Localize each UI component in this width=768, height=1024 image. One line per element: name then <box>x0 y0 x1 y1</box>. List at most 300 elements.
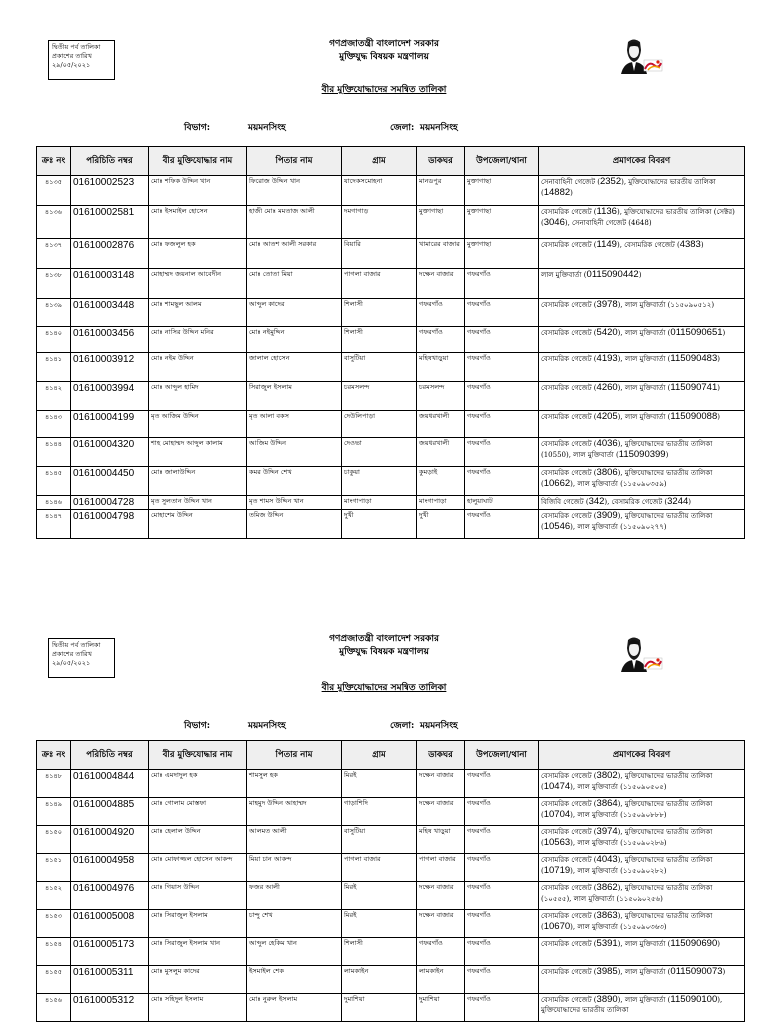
village-cell: শিলাসী <box>342 938 417 966</box>
village-cell: যাদেকসমোহনা <box>342 176 417 206</box>
proof-text: ), মুক্তিযোদ্ধাদের ভারতীয় তালিকা ( <box>541 856 713 875</box>
proof-number: 115090100 <box>670 994 718 1005</box>
father-name-cell: মোঃ তোতা মিয়া <box>247 269 342 299</box>
fighter-name-cell: মোঃ জালাউদ্দিন <box>149 467 247 496</box>
village-cell: মিরই <box>342 910 417 938</box>
proof-number: 0115090073 <box>670 966 723 977</box>
serial-cell: ৪১৫৫ <box>37 966 71 994</box>
proof-text: ) <box>570 188 573 197</box>
serial-cell: ৪১৫৪ <box>37 938 71 966</box>
division-label: বিভাগ: <box>184 123 211 133</box>
phase-label: দ্বিতীয় পর্ব তালিকা <box>52 43 101 51</box>
serial-cell: ৪১৪৮ <box>37 770 71 798</box>
proof-text: ), সেনাবাহিনী গেজেট (4648) <box>564 218 652 227</box>
district-label: জেলা: <box>390 123 415 133</box>
post-office-cell: দক্ষেন বাজার <box>417 882 465 910</box>
proof-number: 10719 <box>543 864 571 876</box>
proof-cell <box>539 854 745 882</box>
list-page-2 <box>0 598 768 1024</box>
proof-text: বেসামরিক গেজেট ( <box>541 329 597 337</box>
proof-cell <box>539 269 745 299</box>
fighter-name-cell: মোহাম্মদ জয়নাল আবেদীন <box>149 269 247 299</box>
fighter-name-cell: মৃত আজিম উদ্দিন <box>149 411 247 438</box>
father-name-cell: মৃত শামস উদ্দিন খান <box>247 496 342 510</box>
proof-cell <box>539 467 745 496</box>
proof-number: 3802 <box>596 770 618 781</box>
proof-text: ), মুক্তিযোদ্ধাদের ভারতীয় তালিকা <box>541 996 723 1014</box>
proof-text: ) <box>717 384 720 392</box>
village-cell: পাগলা বাজার <box>342 854 417 882</box>
fighter-name-cell: মোঃ মুসলুম কাদের <box>149 966 247 994</box>
col-header-father: পিতার নাম <box>247 741 342 770</box>
proof-cell <box>539 910 745 938</box>
proof-cell <box>539 994 745 1022</box>
id-number-cell: 01610004320 <box>71 438 149 467</box>
proof-text: ), লাল মুক্তিবার্তা (১১৫০৯০২৮৬) <box>570 838 667 847</box>
proof-text: বেসামরিক গেজেট ( <box>541 301 597 309</box>
proof-text: ) <box>700 241 704 249</box>
proof-text: ), লাল মুক্তিবার্তা ( <box>617 996 671 1004</box>
serial-cell: ৪১৪৭ <box>37 510 71 539</box>
proof-number: 4036 <box>596 438 618 449</box>
serial-cell: ৪১৫২ <box>37 882 71 910</box>
col-header-name: বীর মুক্তিযোদ্ধার নাম <box>149 147 247 176</box>
village-cell: গাড়াশিদি <box>342 798 417 826</box>
upazila-cell: গফরগাঁও <box>465 269 539 299</box>
serial-cell: ৪১৫৬ <box>37 994 71 1022</box>
proof-text: বেসামরিক গেজেট ( <box>541 856 597 864</box>
id-number-cell: 01610004199 <box>71 411 149 438</box>
proof-text: বেসামরিক গেজেট ( <box>541 828 597 836</box>
proof-text: ), লাল মুক্তিবার্তা ( <box>617 968 671 976</box>
table-row <box>37 882 745 910</box>
post-office-cell: দক্ষেন বাজার <box>417 798 465 826</box>
proof-number: 14882 <box>543 186 571 198</box>
proof-number: 10546 <box>543 520 571 532</box>
proof-cell <box>539 496 745 510</box>
portrait-logo-icon <box>618 636 668 672</box>
proof-text: বেসামরিক গেজেট ( <box>541 208 597 216</box>
id-number-cell: 01610003448 <box>71 299 149 327</box>
table-row <box>37 176 745 206</box>
upazila-cell: গফরগাঁও <box>465 382 539 411</box>
col-header-village: গ্রাম <box>342 147 417 176</box>
upazila-cell: গফরগাঁও <box>465 467 539 496</box>
post-office-cell: খামারের বাজার <box>417 239 465 269</box>
proof-number: 1149 <box>596 239 617 250</box>
table-row <box>37 910 745 938</box>
post-office-cell: গফরগাঁও <box>417 327 465 353</box>
proof-text: সেনাবাহিনী গেজেট ( <box>541 178 600 186</box>
id-number-cell: 01610004958 <box>71 854 149 882</box>
village-cell: মিরই <box>342 882 417 910</box>
post-office-cell: দুমাশিয়া <box>417 994 465 1022</box>
proof-number: 3909 <box>596 510 618 521</box>
proof-number: 4193 <box>596 353 618 364</box>
father-name-cell: জালাল হোসেন <box>247 353 342 382</box>
village-cell: বাসুটিয়া <box>342 353 417 382</box>
table-row <box>37 353 745 382</box>
id-number-cell: 01610002876 <box>71 239 149 269</box>
phase-label: দ্বিতীয় পর্ব তালিকা <box>52 641 101 649</box>
proof-number: 5420 <box>596 327 618 338</box>
col-header-proof: প্রমাণকের বিবরণ <box>539 741 745 770</box>
table-row <box>37 438 745 467</box>
proof-number: 3244 <box>667 496 689 507</box>
post-office-cell: দুখী <box>417 510 465 539</box>
proof-number: 3862 <box>596 882 618 893</box>
proof-text: ), লাল মুক্তিবার্তা (১১৫০৯০৩৬৩) <box>570 922 667 931</box>
post-office-cell: জয়ধরখালী <box>417 411 465 438</box>
serial-cell: ৪১৪৯ <box>37 798 71 826</box>
proof-number: 3806 <box>596 467 618 478</box>
proof-number: 3978 <box>596 299 618 310</box>
serial-cell: ৪১৩৯ <box>37 299 71 327</box>
proof-text: ), মুক্তিযোদ্ধাদের ভারতীয় তালিকা ( <box>541 828 713 847</box>
upazila-cell: গফরগাঁও <box>465 438 539 467</box>
district-value: ময়মনসিংহ <box>420 123 458 133</box>
proof-text: বেসামরিক গেজেট ( <box>541 469 597 477</box>
proof-text: লাল মুক্তিবার্তা ( <box>541 271 587 279</box>
village-cell: বিয়ারি <box>342 239 417 269</box>
proof-text: ), লাল মুক্তিবার্তা ( <box>617 413 671 421</box>
table-header-row <box>37 741 745 770</box>
proof-text: ), বেসামরিক গেজেট ( <box>604 498 668 506</box>
proof-number: 10704 <box>543 808 571 820</box>
post-office-cell: মহিষখাড়ুয়া <box>417 353 465 382</box>
upazila-cell: গফরগাঁও <box>465 854 539 882</box>
table-row <box>37 327 745 353</box>
proof-number: 3864 <box>596 798 618 809</box>
proof-cell <box>539 382 745 411</box>
serial-cell: ৪১৪০ <box>37 327 71 353</box>
village-cell: মাংগাপাড়া <box>342 496 417 510</box>
proof-text: বেসামরিক গেজেট ( <box>541 772 597 780</box>
govt-name: গণপ্রজাতন্ত্রী বাংলাদেশ সরকার <box>329 39 439 49</box>
proof-number: 115090399 <box>618 448 666 460</box>
proof-text: ) <box>717 413 720 421</box>
col-header-id: পরিচিতি নম্বর <box>71 741 149 770</box>
district-value: ময়মনসিংহ <box>420 721 458 731</box>
post-office-cell: জয়ধরখালী <box>417 438 465 467</box>
post-office-cell: দক্ষেন বাজার <box>417 910 465 938</box>
proof-text: ) <box>638 271 642 279</box>
proof-text: ), লাল মুক্তিবার্তা ( <box>617 301 671 309</box>
table-row <box>37 854 745 882</box>
proof-cell <box>539 438 745 467</box>
fighter-name-cell: মোঃ সিরাজুল ইসলাম <box>149 910 247 938</box>
proof-number: 3046 <box>543 216 565 228</box>
fighter-name-cell: মোঃ নইম উদ্দিন <box>149 353 247 382</box>
post-office-cell: মুক্তাগাছা <box>417 206 465 239</box>
post-office-cell: পাগলা বাজার <box>417 854 465 882</box>
proof-number: 115090088 <box>670 411 718 422</box>
proof-cell <box>539 510 745 539</box>
serial-cell: ৪১৩৮ <box>37 269 71 299</box>
village-cell: দেওভা <box>342 438 417 467</box>
proof-text: বিজিবি গেজেট ( <box>541 498 589 506</box>
freedom-fighter-table <box>36 740 745 1022</box>
proof-number: 10563 <box>543 836 571 848</box>
proof-cell <box>539 353 745 382</box>
proof-number: 4260 <box>596 382 618 393</box>
village-cell: দুখী <box>342 510 417 539</box>
village-cell: দেউলিপাড়া <box>342 411 417 438</box>
col-header-serial: ক্রঃ নং <box>37 741 71 770</box>
father-name-cell: মৃত আলা বকস <box>247 411 342 438</box>
fighter-name-cell: মোঃ গোলাম মোস্তফা <box>149 798 247 826</box>
village-cell: শিলাসী <box>342 327 417 353</box>
proof-text: বেসামরিক গেজেট ( <box>541 440 597 448</box>
father-name-cell: সিরাজুল ইসলাম <box>247 382 342 411</box>
proof-text: বেসামরিক গেজেট ( <box>541 384 597 392</box>
father-name-cell: কমর উদ্দিন শেখ <box>247 467 342 496</box>
upazila-cell: হালুয়াঘাট <box>465 496 539 510</box>
upazila-cell: মুক্তাগাছা <box>465 239 539 269</box>
proof-text: ) <box>688 498 692 506</box>
post-office-cell: গফরগাঁও <box>417 299 465 327</box>
serial-cell: ৪১৩৬ <box>37 206 71 239</box>
fighter-name-cell: মোঃ ফজলুল হক <box>149 239 247 269</box>
proof-text: ) <box>665 450 669 459</box>
proof-cell <box>539 176 745 206</box>
id-number-cell: 01610002581 <box>71 206 149 239</box>
division-value: ময়মনসিংহ <box>248 123 286 133</box>
portrait-logo-icon <box>618 38 668 74</box>
serial-cell: ৪১৫০ <box>37 826 71 854</box>
col-header-post-office: ডাকঘর <box>417 147 465 176</box>
proof-number: 4383 <box>679 239 701 250</box>
post-office-cell: দক্ষেন বাজার <box>417 269 465 299</box>
proof-text: ) <box>722 329 726 337</box>
table-row <box>37 467 745 496</box>
id-number-cell: 01610004885 <box>71 798 149 826</box>
id-number-cell: 01610004920 <box>71 826 149 854</box>
proof-text: বেসামরিক গেজেট ( <box>541 884 597 892</box>
upazila-cell: গফরগাঁও <box>465 882 539 910</box>
proof-number: 5391 <box>596 938 618 949</box>
id-number-cell: 01610003912 <box>71 353 149 382</box>
proof-number: 3890 <box>596 994 618 1005</box>
father-name-cell: ফিরোজ উদ্দিন খান <box>247 176 342 206</box>
post-office-cell: মহিষ খাড়ুয়া <box>417 826 465 854</box>
proof-number: 115090483 <box>670 353 718 364</box>
father-name-cell: আজিম উদ্দিন <box>247 438 342 467</box>
proof-text: ), বেসামরিক গেজেট ( <box>616 241 680 249</box>
upazila-cell: গফরগাঁও <box>465 299 539 327</box>
proof-text: ), মুক্তিযোদ্ধাদের ভারতীয় তালিকা (১০৫৫৫), লাল মুক্তিবার্তা (১১৫০৯০২৫৬) <box>541 884 713 903</box>
proof-text: বেসামরিক গেজেট ( <box>541 512 597 520</box>
col-header-upazila: উপজেলা/থানা <box>465 741 539 770</box>
upazila-cell: গফরগাঁও <box>465 910 539 938</box>
table-row <box>37 382 745 411</box>
table-row <box>37 994 745 1022</box>
post-office-cell: দক্ষেন বাজার <box>417 770 465 798</box>
proof-text: ), মুক্তিযোদ্ধাদের ভারতীয় তালিকা ( <box>541 912 713 931</box>
id-number-cell: 01610005008 <box>71 910 149 938</box>
father-name-cell: ইসমাইল শেক <box>247 966 342 994</box>
fighter-name-cell: মোঃ সিরাজুল ইসলাম খান <box>149 938 247 966</box>
serial-cell: ৪১৪৫ <box>37 467 71 496</box>
upazila-cell: গফরগাঁও <box>465 994 539 1022</box>
id-number-cell: 01610004728 <box>71 496 149 510</box>
upazila-cell: মুক্তাগাছা <box>465 206 539 239</box>
fighter-name-cell: মোঃ শফিক উদ্দিন খান <box>149 176 247 206</box>
publish-date-value: ২৯/০৫/২০২১ <box>52 659 91 667</box>
proof-cell <box>539 411 745 438</box>
proof-text: বেসামরিক গেজেট ( <box>541 241 597 249</box>
table-row <box>37 299 745 327</box>
upazila-cell: গফরগাঁও <box>465 327 539 353</box>
father-name-cell: ফজর আলী <box>247 882 342 910</box>
proof-number: 10670 <box>543 920 571 932</box>
proof-text: ), লাল মুক্তিবার্তা (১১৫০৯০৩৫৯) <box>570 479 667 488</box>
table-row <box>37 826 745 854</box>
id-number-cell: 01610003456 <box>71 327 149 353</box>
table-row <box>37 770 745 798</box>
proof-text: ) <box>722 968 726 976</box>
proof-cell <box>539 798 745 826</box>
proof-number: 0115090651 <box>670 327 723 338</box>
father-name-cell: মোঃ নুরুল ইসলাম <box>247 994 342 1022</box>
table-row <box>37 798 745 826</box>
proof-cell <box>539 239 745 269</box>
table-row <box>37 938 745 966</box>
proof-text: বেসামরিক গেজেট ( <box>541 940 597 948</box>
proof-number: 4043 <box>596 854 618 865</box>
village-cell: শিলাসী <box>342 299 417 327</box>
father-name-cell: আলমত আলী <box>247 826 342 854</box>
fighter-name-cell: মোঃ এমদাদুল হক <box>149 770 247 798</box>
proof-cell <box>539 299 745 327</box>
proof-text: ), লাল মুক্তিবার্তা (১১৫০৯০২৮২) <box>570 866 667 875</box>
proof-text: ), লাল মুক্তিবার্তা (১১৫০৯০৮৮৮) <box>570 810 667 819</box>
proof-number: 115090690 <box>670 938 718 949</box>
post-office-cell: গফরগাঁও <box>417 938 465 966</box>
father-name-cell: হাজী মোঃ মমতাজ আলী <box>247 206 342 239</box>
upazila-cell: গফরগাঁও <box>465 353 539 382</box>
col-header-village: গ্রাম <box>342 741 417 770</box>
fighter-name-cell: মোঃ ইসমাইল হোসেন <box>149 206 247 239</box>
proof-cell <box>539 882 745 910</box>
post-office-cell: লামকাইন <box>417 966 465 994</box>
father-name-cell: চান্দু শেখ <box>247 910 342 938</box>
fighter-name-cell: মৃত সুলতান উদ্দিন খান <box>149 496 247 510</box>
proof-number: 3863 <box>596 910 618 921</box>
col-header-post-office: ডাকঘর <box>417 741 465 770</box>
proof-text: বেসামরিক গেজেট ( <box>541 413 597 421</box>
proof-text: ), মুক্তিযোদ্ধাদের ভারতীয় তালিকা ( <box>541 178 716 197</box>
id-number-cell: 01610002523 <box>71 176 149 206</box>
proof-text: বেসামরিক গেজেট ( <box>541 355 597 363</box>
fighter-name-cell: মোঃ হেলাল উদ্দিন <box>149 826 247 854</box>
village-cell: লামকাইন <box>342 966 417 994</box>
upazila-cell: মুক্তাগাছা <box>465 176 539 206</box>
publish-date-label: প্রকাশের তারিখ <box>52 650 92 658</box>
proof-text: ), লাল মুক্তিবার্তা (১১৫০৯০২৭৭) <box>570 522 667 531</box>
col-header-upazila: উপজেলা/থানা <box>465 147 539 176</box>
serial-cell: ৪১৪৬ <box>37 496 71 510</box>
table-row <box>37 411 745 438</box>
id-number-cell: 01610004844 <box>71 770 149 798</box>
serial-cell: ৪১৫১ <box>37 854 71 882</box>
village-cell: মিরই <box>342 770 417 798</box>
serial-cell: ৪১৩৭ <box>37 239 71 269</box>
col-header-id: পরিচিতি নম্বর <box>71 147 149 176</box>
proof-number: 3974 <box>596 826 618 837</box>
proof-number: 115090741 <box>670 382 718 393</box>
id-number-cell: 01610004450 <box>71 467 149 496</box>
proof-text: ), লাল মুক্তিবার্তা (১১৫০৯০৫০৫) <box>570 782 667 791</box>
freedom-fighter-table <box>36 146 745 539</box>
father-name-cell: আব্দুল কাদের <box>247 299 342 327</box>
proof-cell <box>539 966 745 994</box>
proof-text: ), মুক্তিযোদ্ধাদের ভারতীয় তালিকা ( <box>541 469 713 488</box>
serial-cell: ৪১৪৪ <box>37 438 71 467</box>
col-header-father: পিতার নাম <box>247 147 342 176</box>
father-name-cell: মিয়া চান আকন্দ <box>247 854 342 882</box>
serial-cell: ৪১৪৩ <box>37 411 71 438</box>
proof-number: 4205 <box>596 411 618 422</box>
table-row <box>37 510 745 539</box>
table-row <box>37 269 745 299</box>
father-name-cell: আব্দুল হেকিম খান <box>247 938 342 966</box>
upazila-cell: গফরগাঁও <box>465 411 539 438</box>
proof-text: বেসামরিক গেজেট ( <box>541 996 597 1004</box>
table-row <box>37 966 745 994</box>
proof-number: 342 <box>588 496 605 507</box>
fighter-name-cell: শাহ মোহাম্মদ আব্দুল কালাম <box>149 438 247 467</box>
list-title: বীর মুক্তিযোদ্ধাদের সমন্বিত তালিকা <box>321 85 447 95</box>
village-cell: বাসুটিয়া <box>342 826 417 854</box>
id-number-cell: 01610005173 <box>71 938 149 966</box>
publish-date-value: ২৯/০৫/২০২১ <box>52 61 91 69</box>
col-header-proof: প্রমাণকের বিবরণ <box>539 147 745 176</box>
proof-text: ) <box>717 355 720 363</box>
proof-number: 0115090442 <box>586 269 639 280</box>
fighter-name-cell: মোঃ শামছুল আলম <box>149 299 247 327</box>
col-header-name: বীর মুক্তিযোদ্ধার নাম <box>149 741 247 770</box>
serial-cell: ৪১৩৫ <box>37 176 71 206</box>
proof-text: ), মুক্তিযোদ্ধাদের ভারতীয় তালিকা (10550), লাল মুক্তিবার্তা ( <box>541 440 713 459</box>
id-number-cell: 01610003148 <box>71 269 149 299</box>
proof-number: 10474 <box>543 780 571 792</box>
division-value: ময়মনসিংহ <box>248 721 286 731</box>
id-number-cell: 01610004976 <box>71 882 149 910</box>
proof-number: 1136 <box>596 206 617 217</box>
post-office-cell: মাংগাপাড়া <box>417 496 465 510</box>
fighter-name-cell: মোহাশেম উদ্দিন <box>149 510 247 539</box>
proof-text: ), মুক্তিযোদ্ধাদের ভারতীয় তালিকা ( <box>541 772 713 791</box>
father-name-cell: তমিজ উদ্দিন <box>247 510 342 539</box>
id-number-cell: 01610004798 <box>71 510 149 539</box>
proof-text: ), লাল মুক্তিবার্তা ( <box>617 384 671 392</box>
proof-text: ), মুক্তিযোদ্ধাদের ভারতীয় তালিকা ( <box>541 512 713 531</box>
ministry-name: মুক্তিযুদ্ধ বিষয়ক মন্ত্রণালয় <box>339 52 429 62</box>
proof-text: ), লাল মুক্তিবার্তা ( <box>617 329 671 337</box>
govt-name: গণপ্রজাতন্ত্রী বাংলাদেশ সরকার <box>329 634 439 644</box>
father-name-cell: মাহমুদ উদ্দিন আহাম্মদ <box>247 798 342 826</box>
proof-text: বেসামরিক গেজেট ( <box>541 912 597 920</box>
father-name-cell: মোঃ আতশ আলী সরকার <box>247 239 342 269</box>
proof-number: 10662 <box>543 477 571 489</box>
fighter-name-cell: মোঃ আব্দুল হামিদ <box>149 382 247 411</box>
id-number-cell: 01610005311 <box>71 966 149 994</box>
proof-number: 2352 <box>599 176 622 187</box>
upazila-cell: গফরগাঁও <box>465 770 539 798</box>
proof-cell <box>539 938 745 966</box>
village-cell: চরমসলন্দ <box>342 382 417 411</box>
